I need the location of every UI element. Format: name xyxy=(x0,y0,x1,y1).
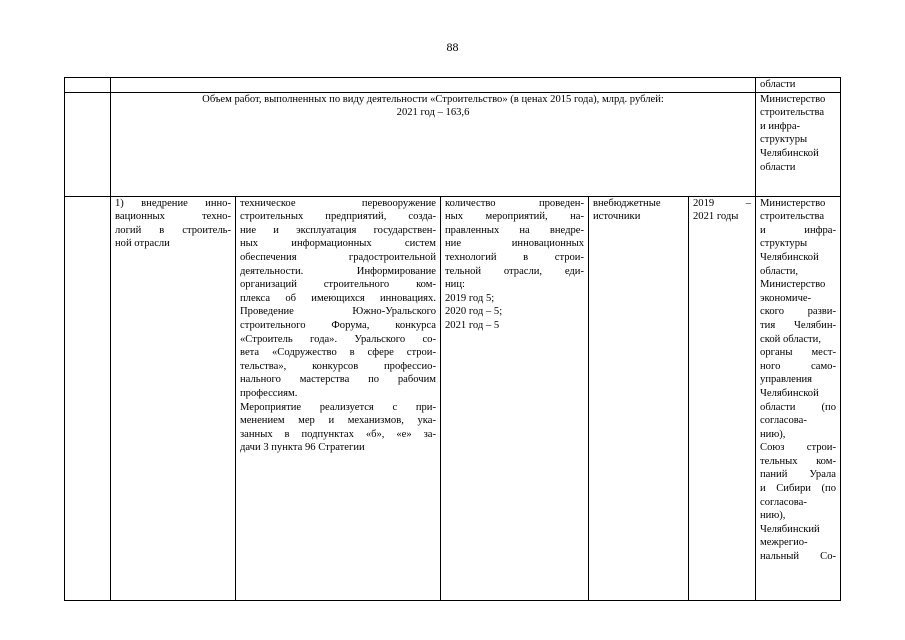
summary-line-1: Объем работ, выполненных по виду деятельности «Строительство» (в ценах 2015 года), млрд. рублей: xyxy=(202,93,664,105)
summary-line-2: 2021 год – 163,6 xyxy=(396,107,470,119)
summary-cell xyxy=(111,92,756,196)
funding-source-cell: внебюджетные источники xyxy=(589,196,689,600)
period-cell: 2019 – 2021 годы xyxy=(689,196,756,600)
indicator-cell: количество проведен- ных мероприятий, на- правленных на внедре- ние инновационных технологий в строи- тельной отрасли, еди- ниц: 2019 год 5; 2020 год – 5; 2021 год – 5 xyxy=(441,196,589,600)
page-number: 88 xyxy=(446,40,459,54)
top-empty-cell xyxy=(111,78,756,93)
top-row xyxy=(65,78,841,93)
task-cell: 1) внедрение инно- вационных техно- логий в строитель- ной отрасли xyxy=(111,196,236,600)
row-number-cell xyxy=(65,196,111,600)
top-right-cell: области xyxy=(756,78,841,93)
row-number-cell xyxy=(65,92,111,196)
item-row xyxy=(65,196,841,600)
summary-responsible-cell: Министерство строительства и инфра- структуры Челябинской области xyxy=(756,92,841,196)
row-number-cell xyxy=(65,78,111,93)
measures-cell: техническое перевооружение строительных предприятий, созда- ние и эксплуатация государствен- ных информационных систем обеспечения градостроительной деятельности. Информирование организаций строительного ком- плекса об имеющихся инновациях. Проведение Южно-Уральского строительного Форума, конкурса «Строитель года». Уральского со- вета «Содружество в сфере строи- тельства», конкурсов профессио- нального мастерства по рабочим профессиям. Мероприятие реализуется с при- менением мер и механизмов, ука- занных в подпунктах «б», «е» за- дачи 3 пункта 96 Стратегии xyxy=(236,196,441,600)
plan-table xyxy=(64,77,841,601)
responsible-cell: Министерство строительства и инфра- структуры Челябинской области, Министерство экономиче- ского разви- тия Челябин- ской области, органы мест- ного само- управления Челябинской области (по согласова- нию), Союз строи- тельных ком- паний Урала и Сибири (по согласова- нию), Челябинский межрегио- нальный Со- xyxy=(756,196,841,600)
summary-row xyxy=(65,92,841,196)
